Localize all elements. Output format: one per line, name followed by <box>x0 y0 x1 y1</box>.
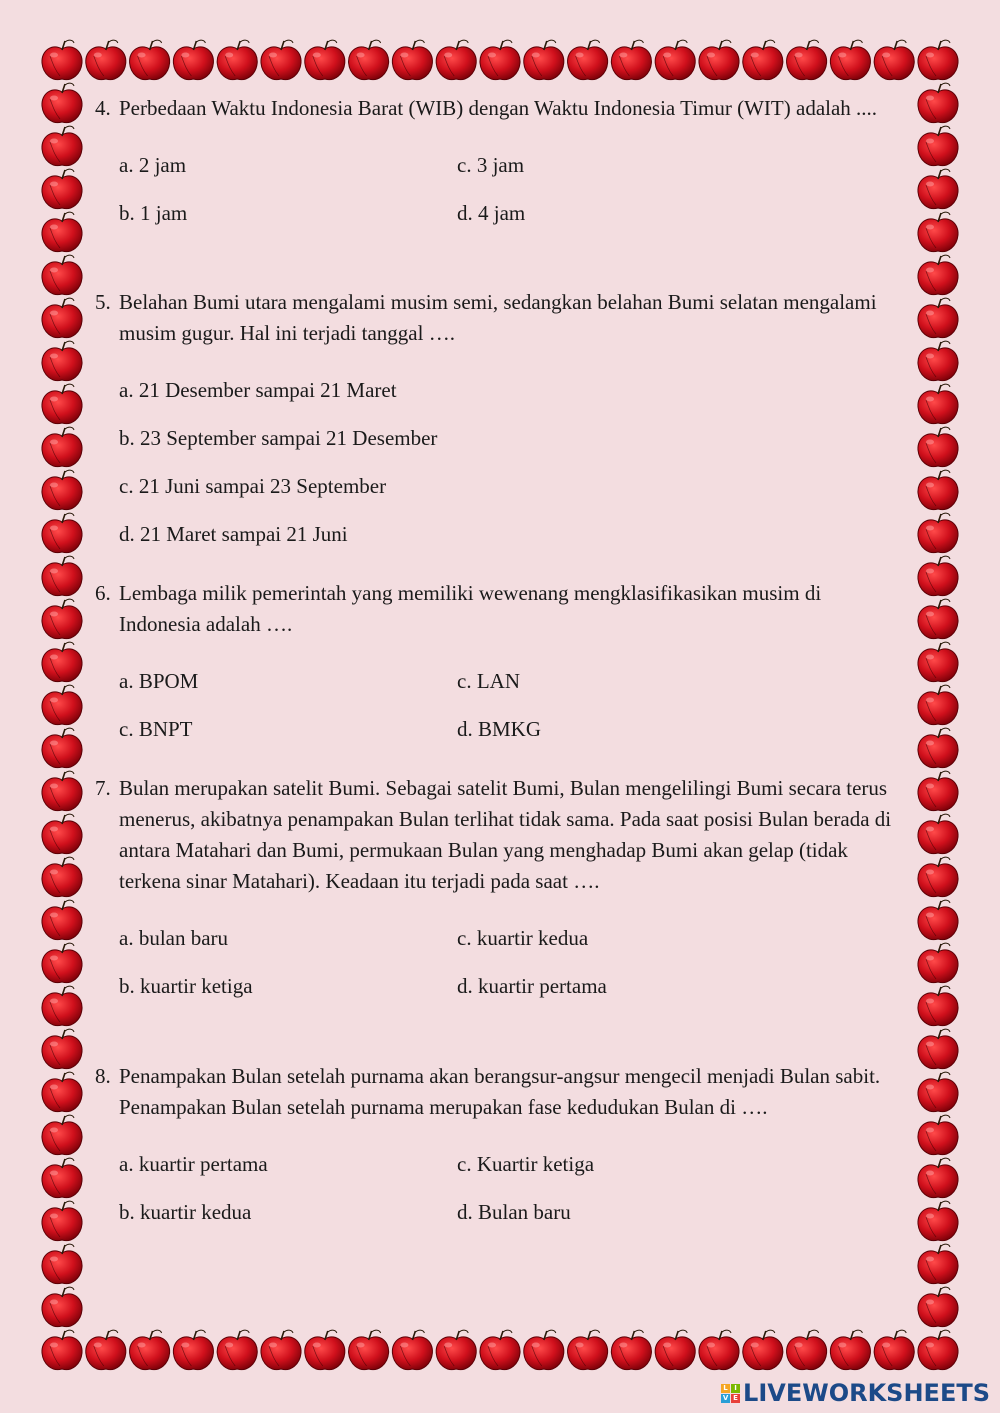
apple-icon <box>743 1330 783 1369</box>
apple-icon <box>568 40 608 79</box>
apple-icon <box>42 1115 82 1154</box>
question-number: 4. <box>95 96 111 120</box>
apple-icon <box>42 986 82 1025</box>
apple-icon <box>918 126 958 165</box>
apple-icon <box>392 1330 432 1369</box>
question-text: Bulan merupakan satelit Bumi. Sebagai satelit Bumi, Bulan mengelilingi Bumi secara terus menerus, akibatnya penampakan Bulan terlihat tidak sama. Pada saat posisi Bulan berada di antara Matahari dan Bumi, permukaan Bulan yang menghadap Bumi akan gelap (tidak terkena sinar Matahari). Keadaan itu terjadi pada saat …. <box>119 776 892 893</box>
apple-icon <box>86 40 126 79</box>
apple-icon <box>42 1244 82 1283</box>
apple-icon <box>918 513 958 552</box>
option-a[interactable]: a. 2 jam <box>119 152 187 177</box>
apple-icon <box>261 1330 301 1369</box>
apple-icon <box>524 1330 564 1369</box>
apple-icon <box>918 728 958 767</box>
apple-icon <box>130 40 170 79</box>
option-a[interactable]: a. BPOM <box>119 668 199 693</box>
apple-icon <box>830 1330 870 1369</box>
apple-icon <box>42 169 82 208</box>
apple-icon <box>42 642 82 681</box>
apple-icon <box>42 1287 82 1326</box>
apple-icon <box>918 341 958 380</box>
apple-icon <box>611 1330 651 1369</box>
apple-icon <box>42 513 82 552</box>
apple-icon <box>830 40 870 79</box>
option-c[interactable]: c. 3 jam <box>457 152 525 177</box>
apple-icon <box>42 556 82 595</box>
question-text: Lembaga milik pemerintah yang memiliki wewenang mengklasifikasikan musim di Indonesia adalah …. <box>119 581 822 636</box>
apple-icon <box>42 1201 82 1240</box>
option-c[interactable]: c. LAN <box>457 668 520 693</box>
apple-icon <box>480 40 520 79</box>
apple-icon <box>918 384 958 423</box>
apple-icon <box>42 255 82 294</box>
apple-icon <box>42 599 82 638</box>
apple-icon <box>42 83 82 122</box>
apple-icon <box>874 1330 914 1369</box>
apple-icon <box>918 642 958 681</box>
option-d[interactable]: d. kuartir pertama <box>457 973 607 998</box>
apple-icon <box>874 40 914 79</box>
apple-icon <box>655 40 695 79</box>
apple-icon <box>86 1330 126 1369</box>
apple-icon <box>173 1330 213 1369</box>
apple-icon <box>918 83 958 122</box>
apple-icon <box>42 1330 82 1369</box>
option-c[interactable]: c. 21 Juni sampai 23 September <box>119 473 387 498</box>
apple-icon <box>568 1330 608 1369</box>
apple-icon <box>42 212 82 251</box>
apple-icon <box>42 40 82 79</box>
apple-icon <box>918 298 958 337</box>
apple-icon <box>42 1029 82 1068</box>
option-b[interactable]: b. 1 jam <box>119 200 188 225</box>
apple-icon <box>305 40 345 79</box>
apple-icon <box>42 384 82 423</box>
apple-icon <box>918 40 958 79</box>
apple-icon <box>699 1330 739 1369</box>
apple-icon <box>699 40 739 79</box>
apple-icon <box>436 40 476 79</box>
apple-icon <box>918 1287 958 1326</box>
question-text: Penampakan Bulan setelah purnama akan berangsur-angsur mengecil menjadi Bulan sabit. Penampakan Bulan setelah purnama merupakan fase kedudukan Bulan di …. <box>119 1064 881 1119</box>
option-b[interactable]: b. 23 September sampai 21 Desember <box>119 425 438 450</box>
apple-icon <box>480 1330 520 1369</box>
apple-icon <box>918 470 958 509</box>
option-a[interactable]: a. kuartir pertama <box>119 1151 268 1176</box>
apple-icon <box>918 255 958 294</box>
apple-icon <box>349 40 389 79</box>
apple-icon <box>42 470 82 509</box>
question-8 <box>95 1061 895 1236</box>
apple-icon <box>918 1201 958 1240</box>
question-6 <box>95 578 895 753</box>
apple-icon <box>130 1330 170 1369</box>
option-a[interactable]: a. 21 Desember sampai 21 Maret <box>119 377 397 402</box>
apple-icon <box>918 986 958 1025</box>
question-number: 7. <box>95 776 111 800</box>
apple-icon <box>42 298 82 337</box>
apple-icon <box>392 40 432 79</box>
apple-icon <box>305 1330 345 1369</box>
apple-icon <box>42 943 82 982</box>
apple-icon <box>42 814 82 853</box>
apple-icon <box>42 857 82 896</box>
liveworksheets-logo[interactable] <box>721 1379 990 1407</box>
liveworksheets-wordmark: LIVEWORKSHEETS <box>743 1379 990 1407</box>
apple-icon <box>918 599 958 638</box>
option-b[interactable]: b. kuartir ketiga <box>119 973 253 998</box>
apple-icon <box>918 1072 958 1111</box>
option-c[interactable]: c. Kuartir ketiga <box>457 1151 595 1176</box>
question-text: Perbedaan Waktu Indonesia Barat (WIB) dengan Waktu Indonesia Timur (WIT) adalah .... <box>119 96 878 120</box>
apple-icon <box>787 40 827 79</box>
question-7 <box>95 773 895 1010</box>
option-d[interactable]: d. Bulan baru <box>457 1199 571 1224</box>
question-text: Belahan Bumi utara mengalami musim semi, sedangkan belahan Bumi selatan mengalami musim gugur. Hal ini terjadi tanggal …. <box>119 290 877 345</box>
apple-icon <box>42 685 82 724</box>
apple-icon <box>42 1072 82 1111</box>
option-d[interactable]: d. BMKG <box>457 716 542 741</box>
apple-icon <box>42 341 82 380</box>
apple-icon <box>42 126 82 165</box>
apple-icon <box>918 1244 958 1283</box>
apple-icon <box>918 169 958 208</box>
question-number: 8. <box>95 1064 111 1088</box>
apple-icon <box>217 1330 257 1369</box>
apple-icon <box>918 771 958 810</box>
option-b[interactable]: b. kuartir kedua <box>119 1199 252 1224</box>
apple-icon <box>42 1158 82 1197</box>
question-number: 6. <box>95 581 111 605</box>
apple-icon <box>349 1330 389 1369</box>
apple-icon <box>436 1330 476 1369</box>
apple-icon <box>655 1330 695 1369</box>
apple-icon <box>918 212 958 251</box>
apple-icon <box>42 728 82 767</box>
apple-icon <box>918 1158 958 1197</box>
apple-icon <box>918 943 958 982</box>
apple-icon <box>42 771 82 810</box>
option-c-bnpt[interactable]: c. BNPT <box>119 716 193 741</box>
apple-icon <box>918 685 958 724</box>
apple-icon <box>42 427 82 466</box>
apple-icon <box>611 40 651 79</box>
apple-icon <box>918 427 958 466</box>
question-number: 5. <box>95 290 111 314</box>
apple-icon <box>42 900 82 939</box>
apple-icon <box>524 40 564 79</box>
apple-icon <box>918 857 958 896</box>
option-d[interactable]: d. 21 Maret sampai 21 Juni <box>119 521 348 546</box>
apple-icon <box>173 40 213 79</box>
apple-icon <box>918 1029 958 1068</box>
option-d[interactable]: d. 4 jam <box>457 200 526 225</box>
option-c[interactable]: c. kuartir kedua <box>457 925 589 950</box>
apple-icon <box>918 556 958 595</box>
liveworksheets-mark-icon: L I V E <box>721 1384 740 1403</box>
question-5 <box>95 287 895 558</box>
apple-icon <box>787 1330 827 1369</box>
apple-icon <box>743 40 783 79</box>
option-a[interactable]: a. bulan baru <box>119 925 229 950</box>
apple-icon <box>918 900 958 939</box>
apple-icon <box>918 1330 958 1369</box>
question-4 <box>95 93 895 237</box>
apple-icon <box>918 814 958 853</box>
apple-icon <box>918 1115 958 1154</box>
apple-icon <box>261 40 301 79</box>
apple-icon <box>217 40 257 79</box>
